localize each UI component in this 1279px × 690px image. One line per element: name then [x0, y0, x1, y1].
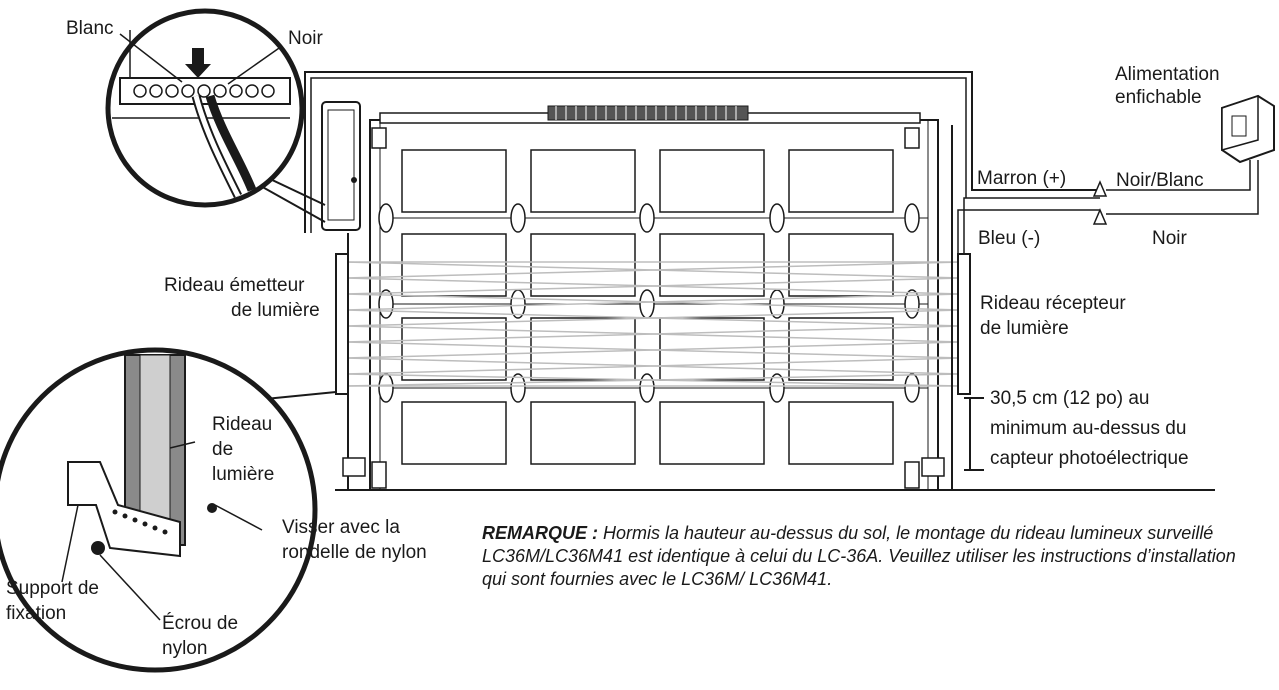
label-support-1: Support de	[6, 578, 99, 599]
label-rideau-2: de	[212, 439, 234, 460]
label-emitter-1: Rideau émetteur	[164, 275, 305, 296]
label-rideau-3: lumière	[212, 464, 275, 485]
nut-icon	[91, 541, 105, 555]
plug-in-power-supply	[1222, 96, 1274, 162]
label-ecrou-1: Écrou de	[162, 613, 239, 634]
receiver-light-curtain	[958, 254, 970, 394]
label-alimentation-1: Alimentation	[1115, 64, 1220, 85]
label-support-2: fixation	[6, 603, 67, 624]
label-receiver-2: de lumière	[980, 318, 1069, 339]
label-alimentation-2: enfichable	[1115, 87, 1202, 108]
label-visser-1: Visser avec la	[282, 517, 400, 538]
label-noir-top: Noir	[288, 28, 323, 49]
label-rideau-1: Rideau	[212, 414, 273, 435]
installation-note	[482, 522, 1242, 591]
wire-nut-connectors	[1094, 182, 1106, 224]
label-marron: Marron (+)	[977, 168, 1067, 189]
label-ecrou-2: nylon	[162, 638, 208, 659]
torsion-spring	[548, 106, 748, 120]
label-noir-blanc: Noir/Blanc	[1116, 170, 1204, 191]
label-receiver-1: Rideau récepteur	[980, 293, 1126, 314]
note-body: Hormis la hauteur au-dessus du sol, le montage du rideau lumineux surveillé LC36M/LC36M41 est identique à celui du LC-36A. Veuillez utiliser les instructions d’installation qui sont fournies avec le LC36M/ LC36M41.	[482, 523, 1236, 589]
height-dimension-marker	[964, 398, 984, 470]
label-visser-2: rondelle de nylon	[282, 542, 427, 563]
label-emitter-2: de lumière	[231, 300, 320, 321]
emitter-light-curtain	[336, 254, 348, 394]
note-heading: REMARQUE :	[482, 523, 598, 543]
label-height-2: minimum au-dessus du	[990, 418, 1187, 439]
label-bleu: Bleu (-)	[978, 228, 1041, 249]
label-height-3: capteur photoélectrique	[990, 448, 1189, 469]
opener-control-box	[322, 102, 360, 230]
label-blanc: Blanc	[66, 18, 114, 39]
label-noir-right: Noir	[1152, 228, 1187, 249]
label-height-1: 30,5 cm (12 po) au	[990, 388, 1150, 409]
